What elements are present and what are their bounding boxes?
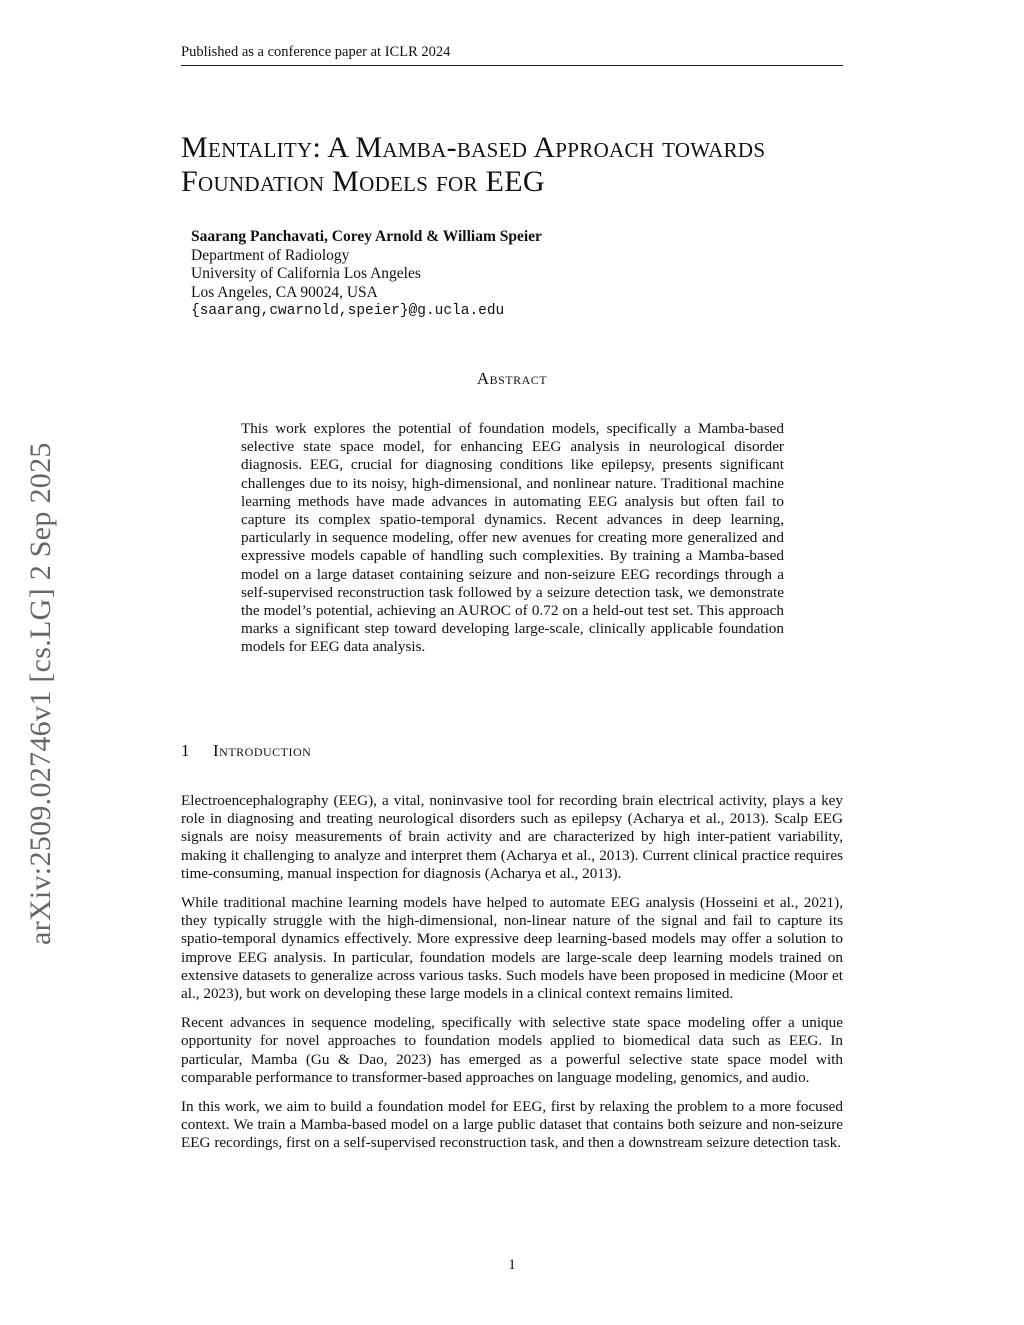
- paragraph: Recent advances in sequence modeling, specifically with selective state space modeling offer a unique opportunity for novel approaches to foundation models applied to biomedical data such as EEG. In particular, Mamba (Gu & Dao, 2023) has emerged as a powerful selective state space model with comparable performance to transformer-based approaches on language modeling, genomics, and audio.: [181, 1014, 843, 1086]
- paper-title-line-2: Foundation Models for EEG: [181, 165, 545, 198]
- author-department: Department of Radiology: [191, 246, 350, 264]
- paper-title: [181, 131, 861, 199]
- author-names: Saarang Panchavati, Corey Arnold & William Speier: [191, 228, 542, 245]
- author-email: {saarang,cwarnold,speier}@g.ucla.edu: [191, 303, 505, 319]
- paragraph: Electroencephalography (EEG), a vital, noninvasive tool for recording brain electrical activity, plays a key role in diagnosing and treating neurological disorders such as epilepsy (Acharya et al., 2013). Scalp EEG signals are noisy measurements of brain activity and are characterized by high inter-patient variability, making it challenging to analyze and interpret them (Acharya et al., 2013). Current clinical practice requires time-consuming, manual inspection for diagnosis (Acharya et al., 2013).: [181, 792, 843, 882]
- running-head: Published as a conference paper at ICLR 2024: [181, 44, 843, 66]
- paragraph: In this work, we aim to build a foundation model for EEG, first by relaxing the problem to a more focused context. We train a Mamba-based model on a large public dataset that contains both seizure and non-seizure EEG recordings, first on a self-supervised reconstruction task, and then a downstream seizure detection task.: [181, 1098, 843, 1152]
- paragraph: While traditional machine learning models have helped to automate EEG analysis (Hosseini et al., 2021), they typically struggle with the high-dimensional, non-linear nature of the signal and fail to capture its spatio-temporal dynamics effectively. More expressive deep learning-based models may offer a solution to improve EEG analysis. In particular, foundation models are large-scale deep learning models trained on extensive datasets to generalize across various tasks. Such models have been proposed in medicine (Moor et al., 2023), but work on developing these large models in a clinical context remains limited.: [181, 894, 843, 1003]
- introduction-body: [181, 792, 843, 1164]
- arxiv-identifier: arXiv:2509.02746v1 [cs.LG] 2 Sep 2025: [24, 442, 57, 945]
- author-university: University of California Los Angeles: [191, 265, 421, 282]
- section-title: Introduction: [213, 741, 312, 760]
- abstract-text: This work explores the potential of foundation models, specifically a Mamba-based selective state space model, for enhancing EEG analysis in neurological disorder diagnosis. EEG, crucial for diagnosing conditions like epilepsy, presents significant challenges due to its noisy, high-dimensional, and nonlinear nature. Traditional machine learning methods have made advances in automating EEG analysis but often fail to capture its complex spatio-temporal dynamics. Recent advances in deep learning, particularly in sequence modeling, offer new avenues for creating more generalized and expressive models capable of handling such complexities. By training a Mamba-based model on a large dataset containing seizure and non-seizure EEG recordings through a self-supervised reconstruction task followed by a seizure detection task, we demonstrate the model’s potential, achieving an AUROC of 0.72 on a held-out test set. This approach marks a significant step toward developing large-scale, clinically applicable foundation models for EEG data analysis.: [241, 420, 784, 656]
- paper-title-line-1: Mentality: A Mamba-based Approach towards: [181, 131, 766, 164]
- author-block: [191, 228, 691, 321]
- abstract-heading: Abstract: [476, 369, 548, 388]
- author-address: Los Angeles, CA 90024, USA: [191, 283, 378, 301]
- section-number: 1: [181, 741, 190, 760]
- page-number: 1: [508, 1257, 516, 1273]
- section-heading-introduction: [181, 741, 311, 761]
